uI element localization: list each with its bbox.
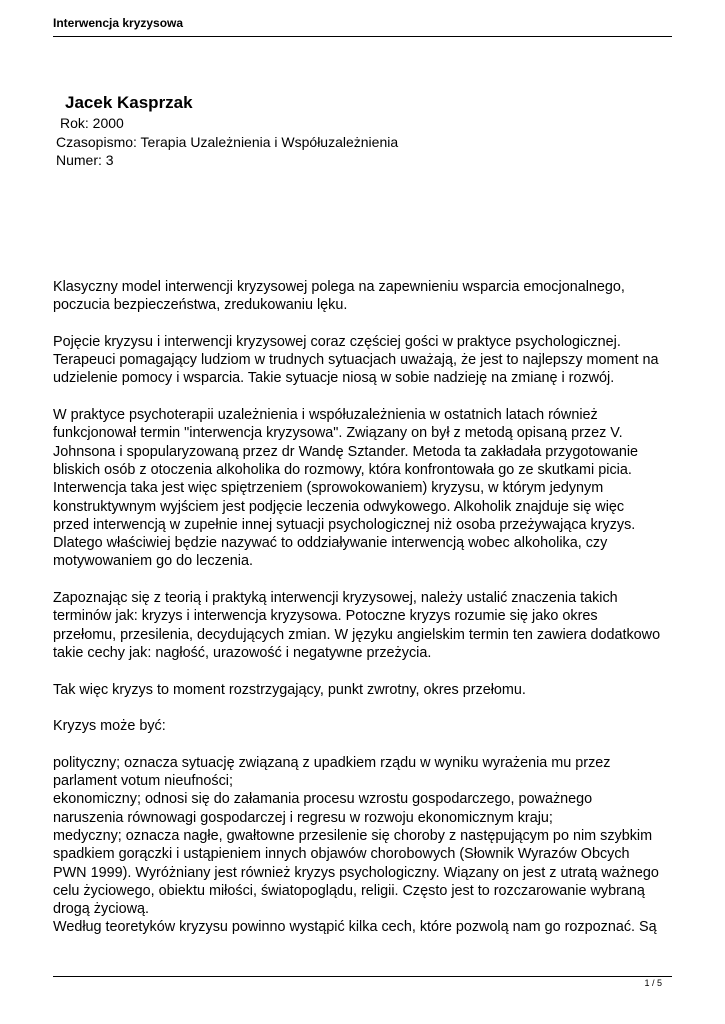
paragraph-1 (53, 278, 678, 315)
list-line: drogą życiową. (53, 901, 149, 918)
list-line: ekonomiczny; odnosi się do załamania procesu wzrostu gospodarczego, poważnego (53, 791, 593, 808)
text-line: Interwencja taka jest więc spiętrzeniem (sprowokowaniem) kryzysu, w którym jedynym (53, 480, 604, 497)
header-title: Interwencja kryzysowa (53, 16, 184, 30)
paragraph-6 (53, 717, 678, 735)
list-line: naruszenia równowagi gospodarczej i regresu w rozwoju ekonomicznym kraju; (53, 809, 553, 826)
text-line: poczucia bezpieczeństwa, zredukowaniu lęku. (53, 297, 348, 314)
paragraph-3 (53, 406, 678, 571)
text-line: Johnsona i spopularyzowaną przez dr Wandę Sztander. Metoda ta zakładała przygotowanie (53, 443, 639, 460)
list-line: celu życiowego, obiektu miłości, światopoglądu, religii. Często jest to rozczarowanie wybraną (53, 882, 645, 899)
list-line: PWN 1999). Wyróżniany jest również kryzys psychologiczny. Wiązany on jest z utratą ważnego (53, 864, 659, 881)
paragraph-5 (53, 681, 678, 699)
text-line: Kryzys może być: (53, 718, 166, 735)
text-line: funkcjonował termin "interwencja kryzysowa". Związany on był z metodą opisaną przez V. (53, 425, 623, 442)
paragraph-4 (53, 589, 678, 662)
text-line: motywowaniem go do leczenia. (53, 553, 253, 570)
page-footer (53, 976, 672, 988)
author-name: Jacek Kasprzak (65, 93, 193, 112)
list-line: Według teoretyków kryzysu powinno wystąpić kilka cech, które pozwolą nam go rozpoznać. Są (53, 919, 657, 936)
year-line: Rok: 2000 (60, 115, 124, 131)
text-line: udzielenie pomocy i wsparcia. Takie sytuacje niosą w sobie nadzieję na zmianę i rozwój. (53, 370, 615, 387)
text-line: przed interwencją w zupełnie innej sytuacji psychologicznej niż osoba przeżywająca kryzys. (53, 516, 636, 533)
issue-line: Numer: 3 (56, 152, 114, 168)
journal-line: Czasopismo: Terapia Uzależnienia i Współuzależnienia (56, 133, 399, 150)
crisis-types-list (53, 754, 678, 937)
text-line: przełomu, przesilenia, decydujących zmian. W języku angielskim termin ten zawiera dodatkowo (53, 626, 661, 643)
list-line: parlament votum nieufności; (53, 773, 233, 790)
page-header (53, 14, 672, 37)
text-line: Dlatego właściwiej będzie nazywać to oddziaływanie interwencją wobec alkoholika, czy (53, 535, 608, 552)
text-line: takie cechy jak: nagłość, urazowość i negatywne przeżycia. (53, 644, 432, 661)
text-line: konstruktywnym wyjściem jest podjęcie leczenia odwykowego. Alkoholik znajduje się więc (53, 498, 625, 515)
text-line: Terapeuci pomagający ludziom w trudnych sytuacjach uważają, że jest to najlepszy moment na (53, 352, 659, 369)
list-line: spadkiem gorączki i ustąpieniem innych objawów chorobowych (Słownik Wyrazów Obcych (53, 846, 630, 863)
text-line: W praktyce psychoterapii uzależnienia i współuzależnienia w ostatnich latach również (53, 407, 598, 424)
list-line: polityczny; oznacza sytuację związaną z upadkiem rządu w wyniku wyrażenia mu przez (53, 754, 611, 771)
text-line: Klasyczny model interwencji kryzysowej polega na zapewnieniu wsparcia emocjonalnego, (53, 279, 625, 295)
text-line: Tak więc kryzys to moment rozstrzygający, punkt zwrotny, okres przełomu. (53, 681, 526, 698)
page-number: 1 / 5 (644, 978, 662, 988)
text-line: terminów jak: kryzys i interwencja kryzysowa. Potoczne kryzys rozumie się jako okres (53, 608, 598, 625)
text-line: Zapoznając się z teorią i praktyką interwencji kryzysowej, należy ustalić znaczenia takich (53, 590, 618, 607)
article-meta (53, 92, 672, 170)
list-line: medyczny; oznacza nagłe, gwałtowne przesilenie się choroby z następującym po nim szybkim (53, 827, 653, 844)
paragraph-2 (53, 333, 678, 388)
article-body (53, 278, 678, 937)
text-line: bliskich osób z otoczenia alkoholika do rozmowy, która konfrontowała go ze skutkami picia. (53, 461, 632, 478)
text-line: Pojęcie kryzysu i interwencji kryzysowej coraz częściej gości w praktyce psychologicznej. (53, 333, 621, 350)
